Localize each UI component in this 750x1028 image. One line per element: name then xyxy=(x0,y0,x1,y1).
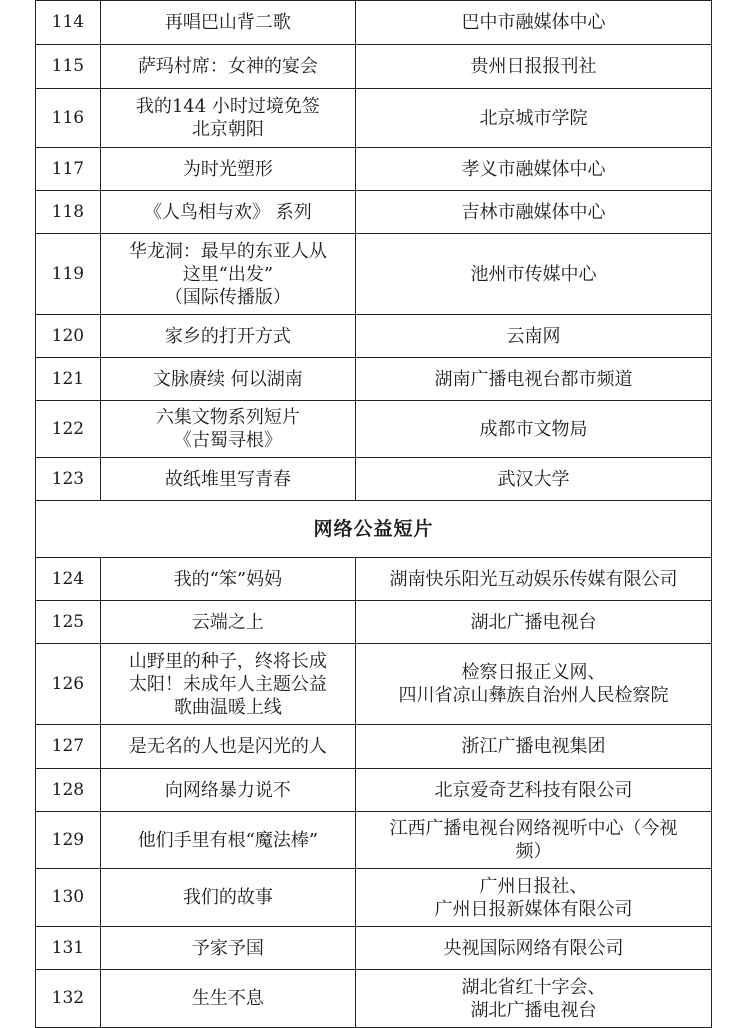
row-number: 127 xyxy=(36,725,101,769)
organization: 吉林市融媒体中心 xyxy=(355,191,711,234)
table-row xyxy=(36,89,712,148)
table-row xyxy=(36,401,712,458)
section-header-row xyxy=(36,501,712,558)
table-row xyxy=(36,725,712,769)
organization: 贵州日报报刊社 xyxy=(355,45,711,89)
organization: 云南网 xyxy=(355,315,711,358)
row-number: 126 xyxy=(36,644,101,725)
row-number: 131 xyxy=(36,927,101,970)
row-number: 115 xyxy=(36,45,101,89)
organization: 湖南快乐阳光互动娱乐传媒有限公司 xyxy=(355,558,711,601)
row-number: 129 xyxy=(36,812,101,869)
row-number: 124 xyxy=(36,558,101,601)
work-title: 故纸堆里写青春 xyxy=(100,458,355,501)
work-title: 我的144 小时过境免签 北京朝阳 xyxy=(100,89,355,148)
row-number: 122 xyxy=(36,401,101,458)
table-row xyxy=(36,234,712,315)
row-number: 125 xyxy=(36,601,101,644)
work-title: 云端之上 xyxy=(100,601,355,644)
table-row xyxy=(36,869,712,927)
organization: 央视国际网络有限公司 xyxy=(355,927,711,970)
table-row xyxy=(36,315,712,358)
organization: 广州日报社、 广州日报新媒体有限公司 xyxy=(355,869,711,927)
work-title: 为时光塑形 xyxy=(100,148,355,191)
organization: 湖南广播电视台都市频道 xyxy=(355,358,711,401)
organization: 池州市传媒中心 xyxy=(355,234,711,315)
table-row xyxy=(36,927,712,970)
work-title: 我的“笨”妈妈 xyxy=(100,558,355,601)
row-number: 116 xyxy=(36,89,101,148)
organization: 北京爱奇艺科技有限公司 xyxy=(355,769,711,812)
table-row xyxy=(36,601,712,644)
organization: 孝义市融媒体中心 xyxy=(355,148,711,191)
row-number: 130 xyxy=(36,869,101,927)
work-title: 我们的故事 xyxy=(100,869,355,927)
list-table xyxy=(35,0,712,1028)
work-title: 向网络暴力说不 xyxy=(100,769,355,812)
work-title: 《人鸟相与欢》 系列 xyxy=(100,191,355,234)
section-title: 网络公益短片 xyxy=(36,501,712,558)
work-title: 文脉赓续 何以湖南 xyxy=(100,358,355,401)
work-title: 再唱巴山背二歌 xyxy=(100,1,355,45)
table-row xyxy=(36,558,712,601)
row-number: 132 xyxy=(36,970,101,1028)
table-row xyxy=(36,812,712,869)
organization: 北京城市学院 xyxy=(355,89,711,148)
table-row xyxy=(36,45,712,89)
work-title: 是无名的人也是闪光的人 xyxy=(100,725,355,769)
organization: 湖北省红十字会、 湖北广播电视台 xyxy=(355,970,711,1028)
table-row xyxy=(36,458,712,501)
row-number: 114 xyxy=(36,1,101,45)
table-row xyxy=(36,1,712,45)
table-row xyxy=(36,769,712,812)
organization: 浙江广播电视集团 xyxy=(355,725,711,769)
work-title: 他们手里有根“魔法棒” xyxy=(100,812,355,869)
work-title: 予家予国 xyxy=(100,927,355,970)
organization: 成都市文物局 xyxy=(355,401,711,458)
row-number: 123 xyxy=(36,458,101,501)
row-number: 119 xyxy=(36,234,101,315)
table-row xyxy=(36,191,712,234)
work-title: 萨玛村席：女神的宴会 xyxy=(100,45,355,89)
work-title: 山野里的种子，终将长成 太阳！未成年人主题公益 歌曲温暖上线 xyxy=(100,644,355,725)
row-number: 128 xyxy=(36,769,101,812)
work-title: 生生不息 xyxy=(100,970,355,1028)
table-row xyxy=(36,644,712,725)
row-number: 121 xyxy=(36,358,101,401)
row-number: 120 xyxy=(36,315,101,358)
organization: 检察日报正义网、 四川省凉山彝族自治州人民检察院 xyxy=(355,644,711,725)
work-title: 六集文物系列短片 《古蜀寻根》 xyxy=(100,401,355,458)
table-row xyxy=(36,358,712,401)
organization: 江西广播电视台网络视听中心（今视 频） xyxy=(355,812,711,869)
table-row xyxy=(36,148,712,191)
work-title: 家乡的打开方式 xyxy=(100,315,355,358)
row-number: 117 xyxy=(36,148,101,191)
organization: 巴中市融媒体中心 xyxy=(355,1,711,45)
work-title: 华龙洞：最早的东亚人从 这里“出发” （国际传播版） xyxy=(100,234,355,315)
organization: 湖北广播电视台 xyxy=(355,601,711,644)
row-number: 118 xyxy=(36,191,101,234)
organization: 武汉大学 xyxy=(355,458,711,501)
